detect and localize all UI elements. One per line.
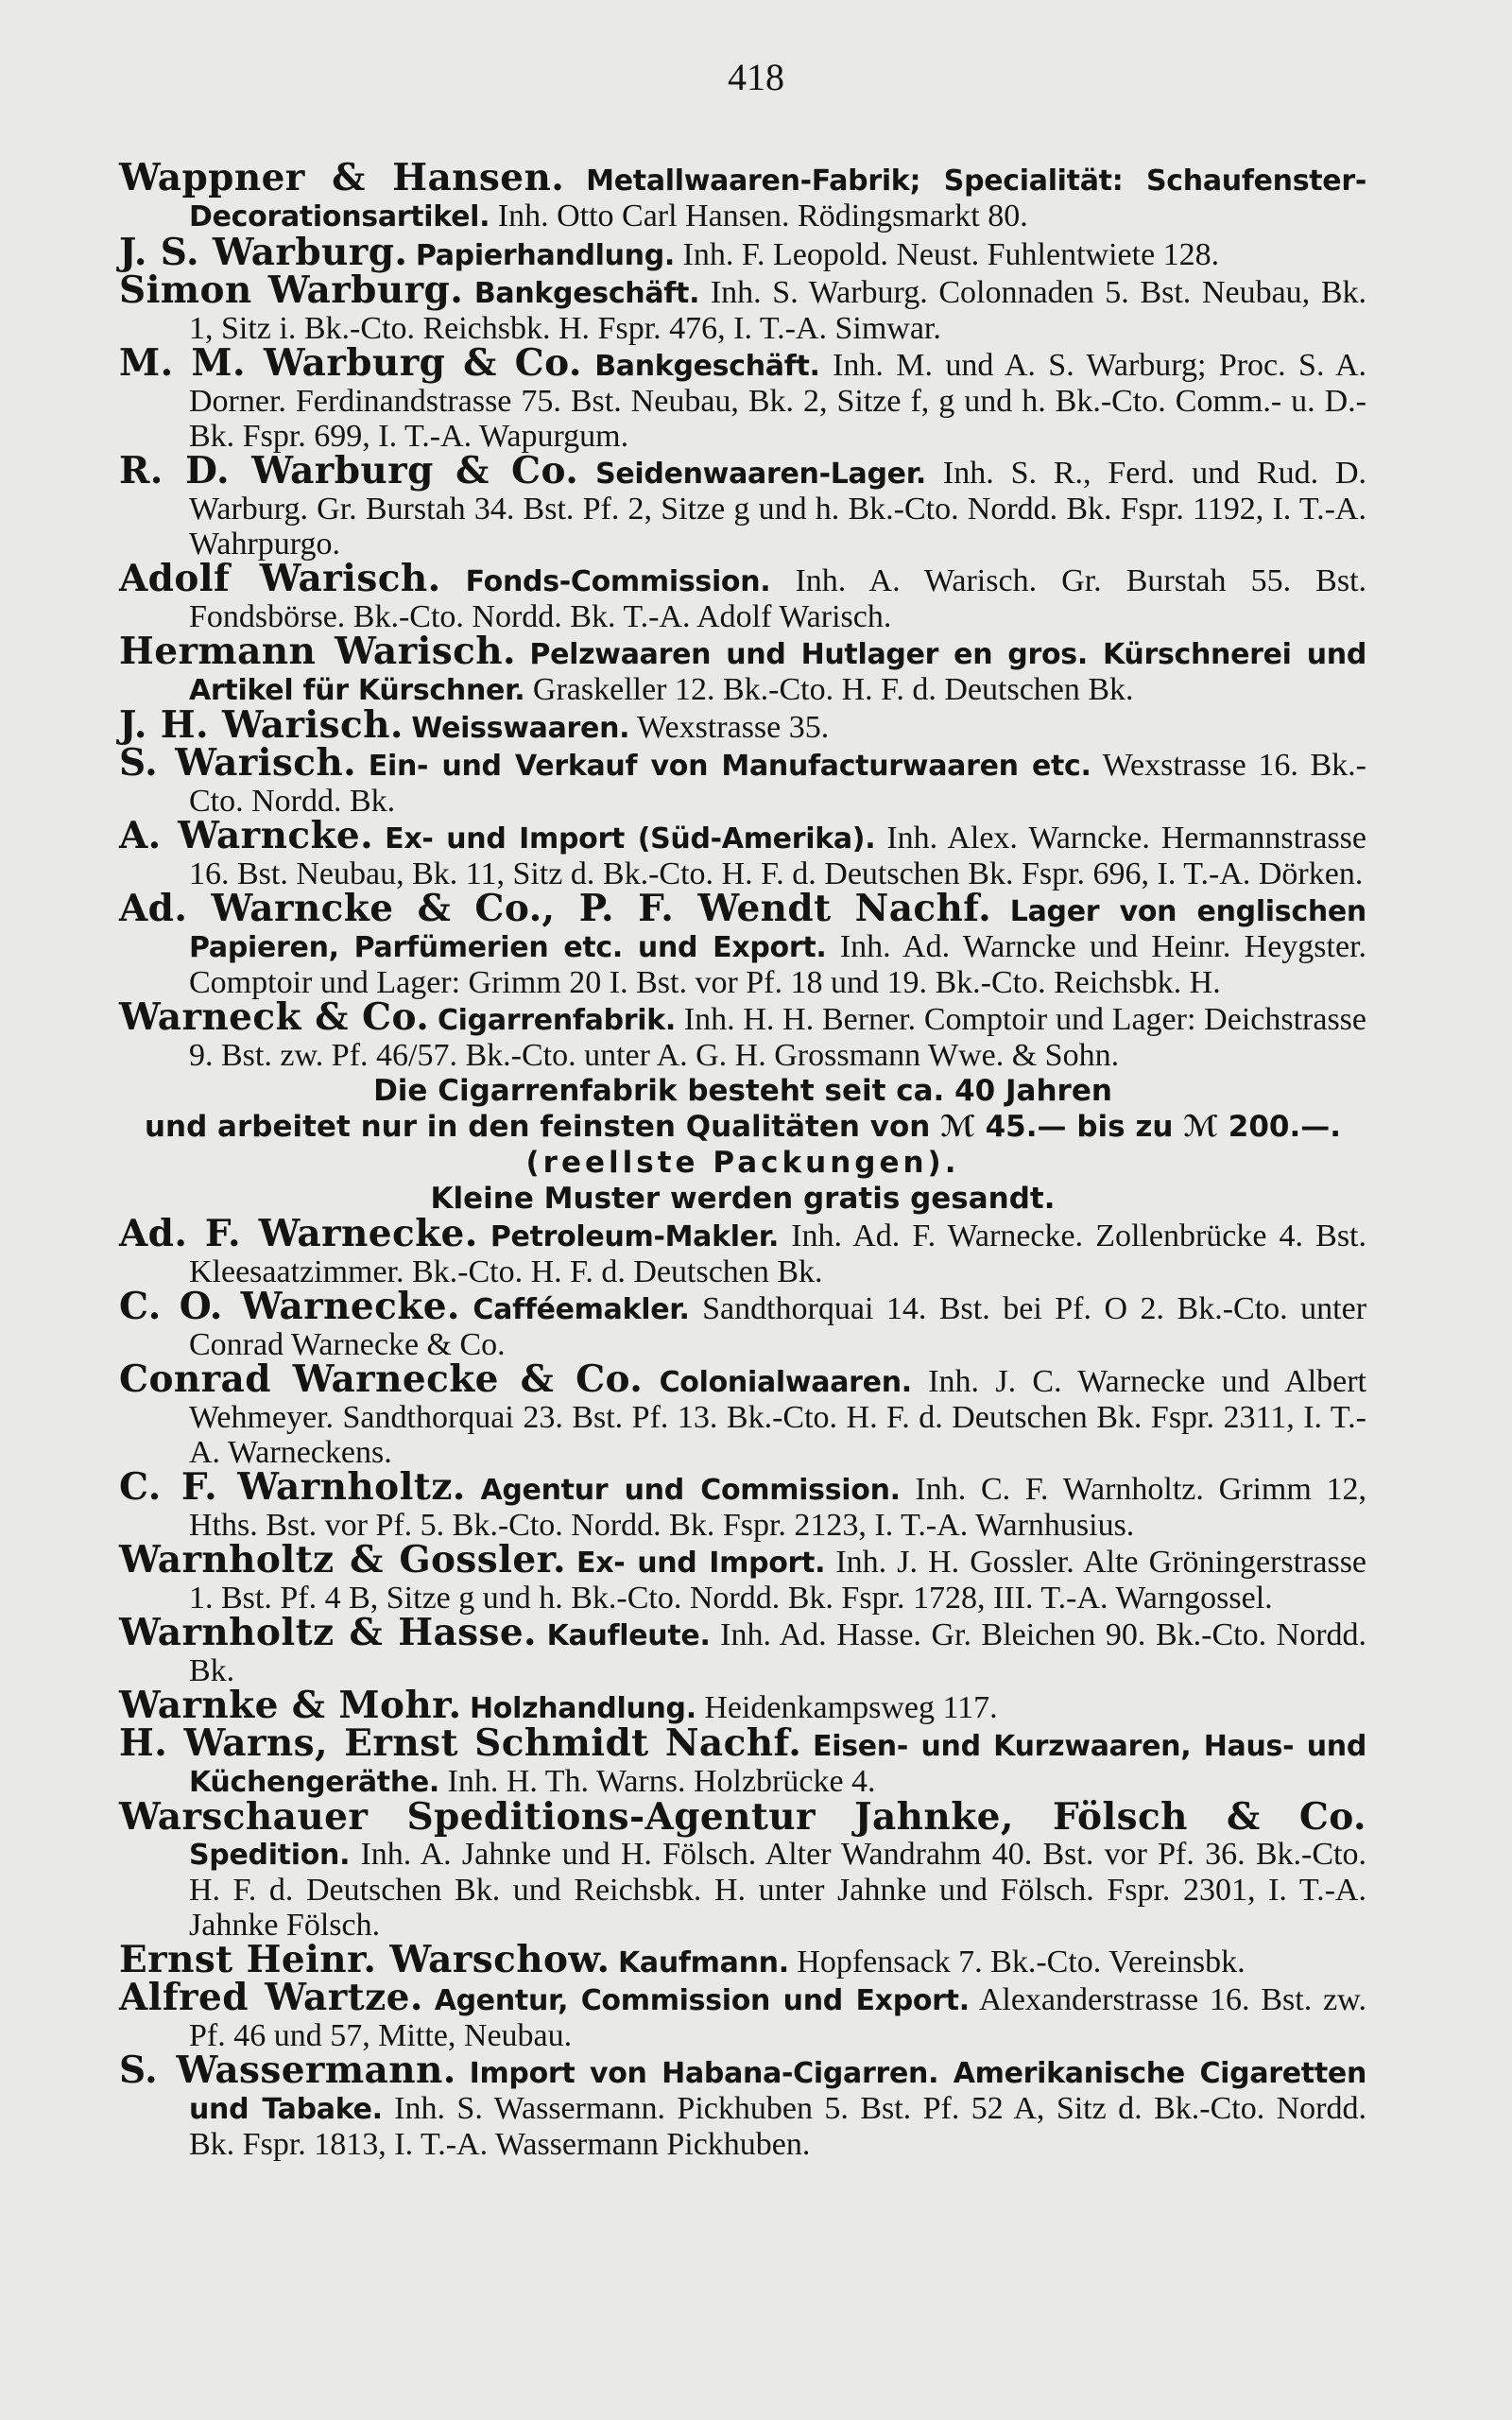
entry-business: Cafféemakler. [472, 1293, 690, 1326]
entry-name: Alfred Wartze. [119, 1976, 423, 2019]
entry-details: Inh. J. H. Gossler. Alte Gröningerstrasse 1. Bst. Pf. 4 B, Sitze g und h. Bk.-Cto. Nordd. Bk. Fspr. 1728, III. T.-A. Warngossel. [189, 1545, 1367, 1616]
entry-business: Bankgeschäft. [473, 277, 700, 310]
entry-name: J. H. Warisch. [119, 703, 404, 747]
entry-business: Papierhandlung. [415, 239, 675, 272]
entry-business: Weisswaaren. [411, 712, 630, 745]
directory-entry [119, 1721, 1366, 1800]
entry-name: Warnholtz & Hasse. [119, 1611, 538, 1654]
entry-business: Bankgeschäft. [594, 350, 820, 383]
entry-name: S. Wassermann. [119, 2048, 456, 2092]
entry-name: Ad. Warncke & Co., P. F. Wendt Nachf. [119, 887, 992, 930]
directory-entry [119, 887, 1367, 1000]
entry-business: Ex- und Import. [576, 1547, 826, 1580]
entry-name: Adolf Warisch. [119, 557, 441, 600]
entry-details: Inh. F. Leopold. Neust. Fuhlentwiete 128. [682, 237, 1220, 272]
entry-name: Hermann Warisch. [119, 630, 517, 673]
entry-name: Warschauer Speditions-Agentur Jahnke, Fölsch & Co. [119, 1795, 1366, 1839]
entry-business: Kaufleute. [546, 1619, 711, 1652]
entry-details: Wexstrasse 35. [637, 710, 830, 745]
directory-entry [119, 703, 1366, 747]
advert-line: (reellste Packungen). [525, 1146, 960, 1180]
entry-details: Inh. A. Jahnke und H. Fölsch. Alter Wandrahm 40. Bst. vor Pf. 36. Bk.-Cto. H. F. d. Deutschen Bk. und Reichsbk. H. unter Jahnke und Fölsch. Fspr. 2301, I. T.-A. Jahnke Fölsch. [189, 1837, 1366, 1943]
entry-business: Pelzwaaren und Hutlager en gros. Kürschnerei und Artikel für Kürschner. [189, 638, 1366, 707]
directory-entry [119, 1976, 1367, 2053]
directory-entry [119, 1357, 1366, 1470]
directory-entry [119, 341, 1367, 454]
directory-entry [119, 156, 1366, 234]
directory-entry [119, 1938, 1366, 1981]
entry-business: Colonialwaaren. [659, 1366, 912, 1399]
entry-name: Ernst Heinr. Warschow. [119, 1938, 610, 1981]
entry-business: Eisen- und Kurzwaaren, Haus- und Küchengeräthe. [189, 1730, 1366, 1799]
entry-business: Cigarrenfabrik. [437, 1004, 676, 1037]
entry-name: Ad. F. Warnecke. [119, 1212, 478, 1255]
entry-name: S. Warisch. [119, 741, 357, 785]
directory-entry [119, 995, 1367, 1073]
cigar-factory-advert [119, 1073, 1366, 1217]
directory-entry [119, 2048, 1366, 2162]
directory-entry [119, 741, 1367, 819]
entry-details: Inh. J. C. Warnecke und Albert Wehmeyer. Sandthorquai 23. Bst. Pf. 13. Bk.-Cto. H. F. d. Deutschen Bk. Fspr. 2311, I. T.-A. Warneckens. [189, 1364, 1366, 1470]
page-number: 418 [728, 56, 784, 98]
advert-line: Die Cigarrenfabrik besteht seit ca. 40 Jahren [373, 1074, 1112, 1108]
entry-business: Ex- und Import (Süd-Amerika). [385, 822, 876, 856]
entry-details: Inh. Ad. F. Warnecke. Zollenbrücke 4. Bst. Kleesaatzimmer. Bk.-Cto. H. F. d. Deutschen Bk. [189, 1219, 1366, 1289]
entry-details: Heidenkampsweg 117. [704, 1690, 998, 1725]
entry-details: Inh. H. H. Berner. Comptoir und Lager: Deichstrasse 9. Bst. zw. Pf. 46/57. Bk.-Cto. unter A. G. H. Grossmann Wwe. & Sohn. [189, 1002, 1367, 1073]
directory-entry [119, 1611, 1367, 1688]
entry-business: Petroleum-Makler. [490, 1220, 780, 1253]
directory-entry [119, 1465, 1366, 1543]
entry-name: M. M. Warburg & Co. [119, 341, 582, 385]
entry-details: Wexstrasse 16. Bk.-Cto. Nordd. Bk. [189, 748, 1367, 819]
entry-business: Ein- und Verkauf von Manufacturwaaren etc. [368, 750, 1091, 783]
entry-details: Inh. H. Th. Warns. Holzbrücke 4. [447, 1764, 876, 1799]
entry-details: Graskeller 12. Bk.-Cto. H. F. d. Deutschen Bk. [532, 672, 1134, 707]
directory-entry [119, 268, 1366, 346]
directory-entry [119, 231, 1366, 274]
entry-details: Inh. M. und A. S. Warburg; Proc. S. A. Dorner. Ferdinandstrasse 75. Bst. Neubau, Bk. 2, Sitze f, g und h. Bk.-Cto. Comm.- u. D.-Bk. Fspr. 699, I. T.-A. Wapurgum. [189, 348, 1367, 454]
directory-entry [119, 449, 1367, 562]
directory-entry [119, 557, 1367, 634]
directory-entry [119, 1212, 1366, 1289]
entry-business: Lager von englischen Papieren, Parfümerien etc. und Export. [189, 895, 1366, 964]
entry-name: Conrad Warnecke & Co. [119, 1357, 644, 1401]
entry-business: Holzhandlung. [469, 1692, 696, 1725]
entry-name: Wappner & Hansen. [119, 156, 565, 199]
entry-name: Warnke & Mohr. [119, 1684, 462, 1727]
entry-name: H. Warns, Ernst Schmidt Nachf. [119, 1721, 802, 1765]
directory-entry [119, 1684, 1366, 1727]
directory-entry [119, 630, 1366, 708]
entry-business: Import von Habana-Cigarren. Amerikanische Cigaretten und Tabake. [189, 2057, 1366, 2126]
entry-details: Sandthorquai 14. Bst. bei Pf. O 2. Bk.-Cto. unter Conrad Warnecke & Co. [189, 1291, 1367, 1362]
entry-details: Inh. S. R., Ferd. und Rud. D. Warburg. Gr. Burstah 34. Bst. Pf. 2, Sitze g und h. Bk.-Cto. Nordd. Bk. Fspr. 1192, I. T.-A. Wahrpurgo. [189, 456, 1367, 562]
entry-details: Inh. Ad. Hasse. Gr. Bleichen 90. Bk.-Cto. Nordd. Bk. [189, 1617, 1367, 1688]
directory-entries [119, 156, 1367, 2162]
entry-name: Warnholtz & Gossler. [119, 1538, 566, 1582]
entry-details: Inh. Alex. Warncke. Hermannstrasse 16. Bst. Neubau, Bk. 11, Sitz d. Bk.-Cto. H. F. d. Deutschen Bk. Fspr. 696, I. T.-A. Dörken. [189, 821, 1366, 891]
directory-entry [119, 1285, 1367, 1362]
entry-details: Inh. A. Warisch. Gr. Burstah 55. Bst. Fondsbörse. Bk.-Cto. Nordd. Bk. T.-A. Adolf Warisch. [189, 563, 1367, 634]
entry-name: R. D. Warburg & Co. [119, 449, 579, 493]
entry-name: J. S. Warburg. [119, 231, 408, 274]
entry-business: Seidenwaaren-Lager. [595, 458, 927, 491]
entry-name: Simon Warburg. [119, 268, 464, 312]
entry-name: C. F. Warnholtz. [119, 1465, 466, 1509]
entry-business: Kaufmann. [617, 1946, 789, 1979]
advert-line: Kleine Muster werden gratis gesandt. [430, 1182, 1056, 1216]
entry-business: Spedition. [189, 1839, 351, 1872]
entry-details: Inh. C. F. Warnholtz. Grimm 12, Hths. Bst. vor Pf. 5. Bk.-Cto. Nordd. Bk. Fspr. 2123, I. T.-A. Warnhusius. [189, 1472, 1366, 1543]
entry-details: Inh. S. Wassermann. Pickhuben 5. Bst. Pf. 52 A, Sitz d. Bk.-Cto. Nordd. Bk. Fspr. 1813, I. T.-A. Wassermann Pickhuben. [189, 2091, 1366, 2162]
directory-entry [119, 814, 1366, 891]
entry-details: Alexanderstrasse 16. Bst. zw. Pf. 46 und 57, Mitte, Neubau. [189, 1982, 1367, 2053]
entry-business: Fonds-Commission. [465, 565, 771, 598]
entry-name: C. O. Warnecke. [119, 1285, 460, 1328]
entry-details: Inh. Ad. Warncke und Heinr. Heygster. Comptoir und Lager: Grimm 20 I. Bst. vor Pf. 18 und 19. Bk.-Cto. Reichsbk. H. [189, 929, 1367, 1000]
entry-name: A. Warncke. [119, 814, 374, 857]
entry-details: Inh. Otto Carl Hansen. Rödingsmarkt 80. [497, 199, 1028, 233]
entry-business: Agentur und Commission. [480, 1474, 901, 1507]
entry-details: Hopfensack 7. Bk.-Cto. Vereinsbk. [797, 1945, 1246, 1979]
entry-details: Inh. S. Warburg. Colonnaden 5. Bst. Neubau, Bk. 1, Sitz i. Bk.-Cto. Reichsbk. H. Fspr. 476, I. T.-A. Simwar. [189, 275, 1366, 346]
directory-entry [119, 1795, 1366, 1943]
advert-line: und arbeitet nur in den feinsten Qualitäten von ℳ 45.— bis zu ℳ 200.—. [144, 1110, 1342, 1144]
entry-business: Agentur, Commission und Export. [434, 1984, 970, 2017]
entry-business: Metallwaaren-Fabrik; Specialität: Schaufenster-Decorationsartikel. [189, 164, 1366, 233]
directory-entry [119, 1538, 1367, 1616]
entry-name: Warneck & Co. [119, 995, 430, 1039]
